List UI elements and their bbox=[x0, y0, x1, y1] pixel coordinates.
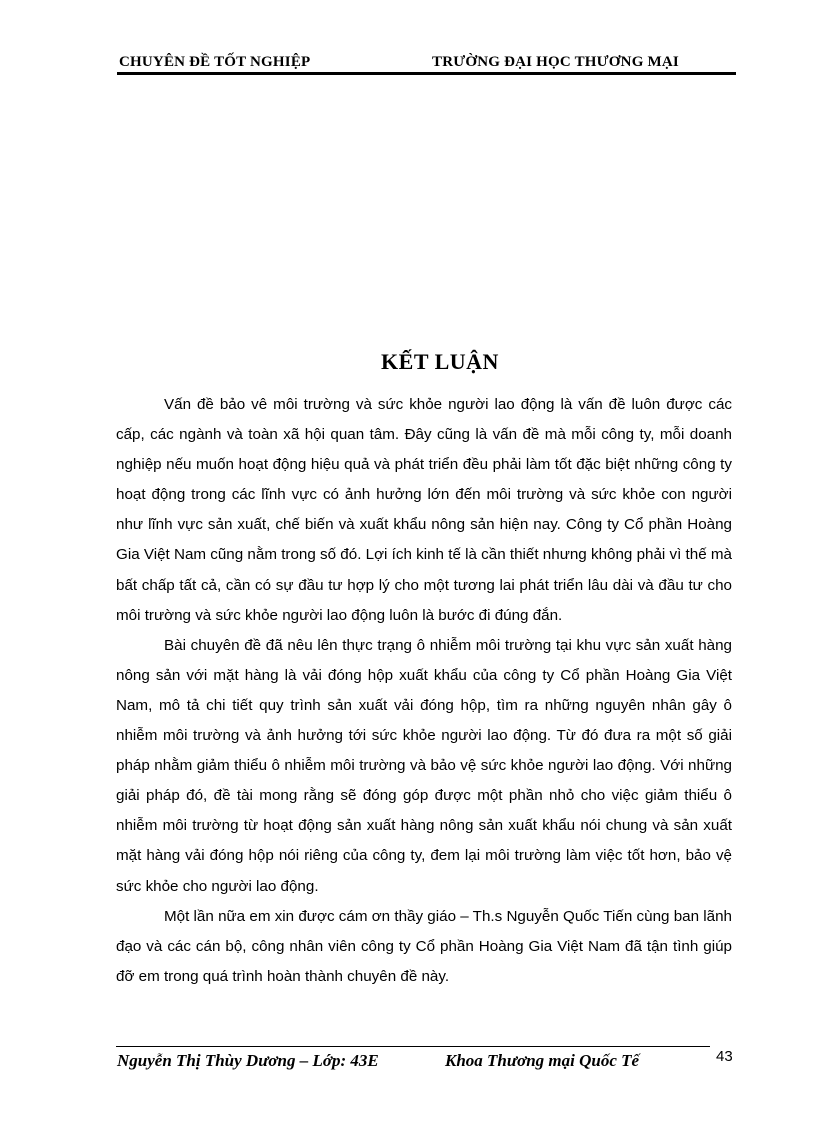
paragraph-3: Một lần nữa em xin được cám ơn thầy giáo – Th.s Nguyễn Quốc Tiến cùng ban lãnh đạo và các cán bộ, công nhân viên công ty Cổ phần Hoàng Gia Việt Nam đã tận tình giúp đỡ em trong quá trình hoàn thành chuyên đề này. bbox=[116, 907, 732, 985]
footer-author: Nguyễn Thị Thùy Dương – Lớp: 43E bbox=[117, 1051, 379, 1070]
footer-faculty: Khoa Thương mại Quốc Tế bbox=[445, 1051, 640, 1070]
page-footer bbox=[116, 1051, 716, 1075]
page-number: 43 bbox=[716, 1048, 733, 1065]
section-title: KẾT LUẬN bbox=[381, 349, 499, 374]
header-divider bbox=[117, 72, 736, 75]
conclusion-body bbox=[116, 390, 732, 992]
paragraph-2: Bài chuyên đề đã nêu lên thực trạng ô nhiễm môi trường tại khu vực sản xuất hàng nông sản với mặt hàng là vải đóng hộp xuất khẩu của công ty Cổ phần Hoàng Gia Việt Nam, mô tả chi tiết quy trình sản xuất vải đóng hộp, tìm ra những nguyên nhân gây ô nhiễm môi trường và ảnh hưởng tới sức khỏe người lao động. Từ đó đưa ra một số giải pháp nhằm giảm thiểu ô nhiễm môi trường và bảo vệ sức khỏe người lao động. Với những giải pháp đó, đề tài mong rằng sẽ đóng góp được một phần nhỏ cho việc giảm thiểu ô nhiễm môi trường từ hoạt động sản xuất hàng nông sản xuất khẩu nói chung và sản xuất mặt hàng vải đóng hộp nói riêng của công ty, đem lại môi trường làm việc tốt hơn, bảo vệ sức khỏe cho người lao động. bbox=[116, 636, 732, 895]
footer-divider bbox=[116, 1046, 710, 1047]
page-header bbox=[117, 54, 737, 74]
paragraph-1: Vấn đề bảo vê môi trường và sức khỏe người lao động là vấn đề luôn được các cấp, các ngành và toàn xã hội quan tâm. Đây cũng là vấn đề mà mỗi công ty, mỗi doanh nghiệp nếu muốn hoạt động hiệu quả và phát triển đều phải làm tốt đặc biệt những công ty hoạt động trong các lĩnh vực có ảnh hưởng lớn đến môi trường và sức khỏe con người như lĩnh vực sản xuất, chế biến và xuất khẩu nông sản hiện nay. Công ty Cổ phần Hoàng Gia Việt Nam cũng nằm trong số đó. Lợi ích kinh tế là cần thiết nhưng không phải vì thế mà bất chấp tất cả, cần có sự đầu tư hợp lý cho một tương lai phát triển lâu dài và đầu tư cho môi trường và sức khỏe người lao động luôn là bước đi đúng đắn. bbox=[116, 396, 732, 624]
header-thesis-label: CHUYÊN ĐỀ TỐT NGHIỆP bbox=[119, 54, 311, 70]
header-university-name: TRƯỜNG ĐẠI HỌC THƯƠNG MẠI bbox=[432, 54, 679, 70]
